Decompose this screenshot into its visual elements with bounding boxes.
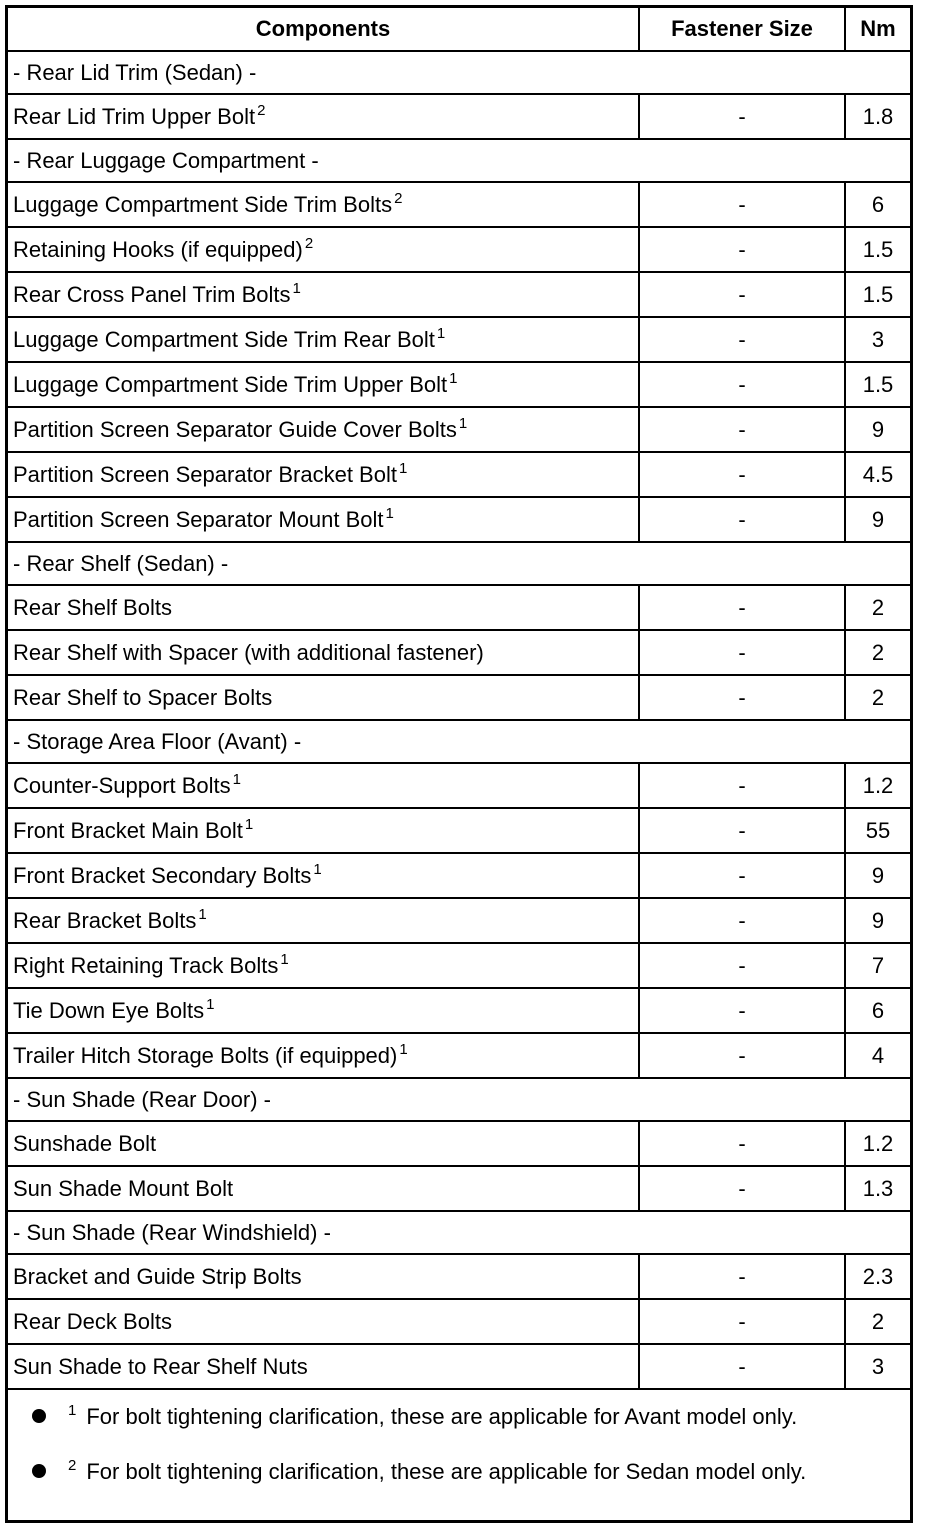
section-header-row [8, 720, 910, 763]
table-row [8, 317, 910, 362]
component-name: Rear Lid Trim Upper Bolt [13, 103, 256, 129]
footnote-ref: 1 [313, 860, 322, 878]
table-row [8, 272, 910, 317]
table-row [8, 808, 910, 853]
section-title: - Rear Luggage Compartment - [8, 139, 910, 182]
table-row [8, 1033, 910, 1078]
nm-cell: 55 [845, 808, 910, 853]
nm-cell: 2 [845, 630, 910, 675]
component-cell [8, 988, 639, 1033]
footnote-ref: 1 [398, 459, 408, 477]
nm-cell: 2.3 [845, 1254, 910, 1299]
header-components: Components [8, 8, 639, 51]
component-cell [8, 763, 639, 808]
fastener-size-cell: - [639, 407, 845, 452]
table-row [8, 675, 910, 720]
table-row [8, 1121, 910, 1166]
component-name: Luggage Compartment Side Trim Upper Bolt [13, 371, 448, 397]
fastener-size-cell: - [639, 362, 845, 407]
fastener-size-cell: - [639, 988, 845, 1033]
footnote-ref: 1 [206, 995, 215, 1013]
component-cell [8, 1299, 639, 1344]
table-row [8, 1344, 910, 1389]
footnote-ref: 1 [385, 504, 394, 522]
table-row [8, 1299, 910, 1344]
fastener-size-cell: - [639, 497, 845, 542]
footnote-ref: 1 [292, 279, 301, 297]
component-name: Rear Shelf to Spacer Bolts [13, 684, 273, 710]
component-name: Trailer Hitch Storage Bolts (if equipped) [13, 1042, 398, 1068]
nm-cell: 9 [845, 898, 910, 943]
nm-cell: 1.5 [845, 362, 910, 407]
table-row [8, 182, 910, 227]
fastener-size-cell: - [639, 630, 845, 675]
component-cell [8, 630, 639, 675]
section-title: - Rear Shelf (Sedan) - [8, 542, 910, 585]
table-row [8, 988, 910, 1033]
fastener-size-cell: - [639, 808, 845, 853]
component-name: Retaining Hooks (if equipped) [13, 236, 303, 262]
component-cell [8, 585, 639, 630]
footnote-ref: 1 [458, 414, 468, 432]
nm-cell: 3 [845, 317, 910, 362]
table-row [8, 497, 910, 542]
section-header-row [8, 1211, 910, 1254]
fastener-size-cell: - [639, 272, 845, 317]
section-title: - Storage Area Floor (Avant) - [8, 720, 910, 763]
component-cell [8, 808, 639, 853]
component-cell [8, 675, 639, 720]
nm-cell: 7 [845, 943, 910, 988]
fastener-size-cell: - [639, 1033, 845, 1078]
nm-cell: 1.2 [845, 763, 910, 808]
nm-cell: 4 [845, 1033, 910, 1078]
component-name: Tie Down Eye Bolts [13, 997, 205, 1023]
section-title: - Sun Shade (Rear Door) - [8, 1078, 910, 1121]
table-row [8, 630, 910, 675]
nm-cell: 1.8 [845, 94, 910, 139]
section-title: - Rear Lid Trim (Sedan) - [8, 51, 910, 94]
component-name: Luggage Compartment Side Trim Bolts [13, 191, 393, 217]
table-row [8, 763, 910, 808]
fastener-size-cell: - [639, 227, 845, 272]
section-header-row [8, 542, 910, 585]
section-header-row [8, 51, 910, 94]
fastener-size-cell: - [639, 763, 845, 808]
nm-cell: 2 [845, 1299, 910, 1344]
nm-cell: 9 [845, 853, 910, 898]
component-cell [8, 182, 639, 227]
component-name: Partition Screen Separator Guide Cover Bolts [13, 416, 457, 442]
section-header-row [8, 139, 910, 182]
footnote-ref: 1 [280, 950, 289, 968]
component-cell [8, 407, 639, 452]
table-row [8, 362, 910, 407]
component-cell [8, 227, 639, 272]
torque-spec-table [8, 8, 910, 1390]
table-row [8, 407, 910, 452]
component-name: Sun Shade to Rear Shelf Nuts [13, 1353, 308, 1379]
section-header-row [8, 1078, 910, 1121]
component-name: Partition Screen Separator Mount Bolt [13, 506, 384, 532]
nm-cell: 9 [845, 407, 910, 452]
component-name: Counter-Support Bolts [13, 772, 231, 798]
footnote-ref: 1 [399, 1040, 408, 1058]
table-row [8, 1166, 910, 1211]
footnote-ref: 1 [244, 815, 254, 833]
fastener-size-cell: - [639, 94, 845, 139]
component-cell [8, 1344, 639, 1389]
footnote-text: For bolt tightening clarification, these are applicable for Sedan model only. [86, 1459, 807, 1484]
nm-cell: 2 [845, 675, 910, 720]
nm-cell: 9 [845, 497, 910, 542]
component-cell [8, 497, 639, 542]
table-row [8, 452, 910, 497]
fastener-size-cell: - [639, 898, 845, 943]
component-name: Sun Shade Mount Bolt [13, 1175, 234, 1201]
fastener-size-cell: - [639, 182, 845, 227]
component-cell [8, 1121, 639, 1166]
component-cell [8, 452, 639, 497]
component-name: Bracket and Guide Strip Bolts [13, 1263, 302, 1289]
fastener-size-cell: - [639, 1254, 845, 1299]
fastener-size-cell: - [639, 1299, 845, 1344]
nm-cell: 3 [845, 1344, 910, 1389]
table-row [8, 1254, 910, 1299]
fastener-size-cell: - [639, 943, 845, 988]
table-row [8, 898, 910, 943]
component-cell [8, 317, 639, 362]
nm-cell: 1.3 [845, 1166, 910, 1211]
component-name: Right Retaining Track Bolts [13, 952, 279, 978]
table-row [8, 585, 910, 630]
table-header-row [8, 8, 910, 51]
table-row [8, 853, 910, 898]
nm-cell: 6 [845, 988, 910, 1033]
footnote-marker: 1 [68, 1402, 77, 1419]
bullet-icon [32, 1464, 46, 1478]
fastener-size-cell: - [639, 675, 845, 720]
component-cell [8, 94, 639, 139]
footnote-ref: 2 [304, 234, 314, 252]
nm-cell: 6 [845, 182, 910, 227]
component-name: Rear Deck Bolts [13, 1308, 172, 1334]
nm-cell: 1.5 [845, 227, 910, 272]
component-name: Luggage Compartment Side Trim Rear Bolt [13, 326, 435, 352]
footnote-ref: 1 [198, 905, 207, 923]
component-cell [8, 1166, 639, 1211]
component-name: Rear Bracket Bolts [13, 907, 197, 933]
fastener-size-cell: - [639, 452, 845, 497]
component-name: Rear Shelf Bolts [13, 594, 172, 620]
footnote-ref: 1 [449, 369, 458, 387]
component-name: Sunshade Bolt [13, 1130, 157, 1156]
fastener-size-cell: - [639, 1344, 845, 1389]
component-cell [8, 1033, 639, 1078]
header-fastener-size: Fastener Size [639, 8, 845, 51]
table-row [8, 227, 910, 272]
component-name: Partition Screen Separator Bracket Bolt [13, 461, 397, 487]
component-cell [8, 362, 639, 407]
component-cell [8, 943, 639, 988]
nm-cell: 1.2 [845, 1121, 910, 1166]
fastener-size-cell: - [639, 1166, 845, 1211]
nm-cell: 4.5 [845, 452, 910, 497]
table-row [8, 94, 910, 139]
footnote-ref: 2 [394, 189, 403, 207]
component-cell [8, 272, 639, 317]
fastener-size-cell: - [639, 317, 845, 362]
component-cell [8, 853, 639, 898]
component-name: Front Bracket Main Bolt [13, 817, 243, 843]
fastener-size-cell: - [639, 853, 845, 898]
table-row [8, 943, 910, 988]
footnote-ref: 1 [232, 770, 242, 788]
footnote-ref: 2 [257, 101, 266, 119]
footnote-text: For bolt tightening clarification, these are applicable for Avant model only. [86, 1404, 798, 1429]
nm-cell: 2 [845, 585, 910, 630]
section-title: - Sun Shade (Rear Windshield) - [8, 1211, 910, 1254]
nm-cell: 1.5 [845, 272, 910, 317]
footnote-1 [32, 1404, 797, 1430]
fastener-size-cell: - [639, 1121, 845, 1166]
header-nm: Nm [845, 8, 910, 51]
component-name: Rear Cross Panel Trim Bolts [13, 281, 291, 307]
bullet-icon [32, 1409, 46, 1423]
component-cell [8, 898, 639, 943]
torque-spec-document [5, 5, 913, 1523]
component-name: Front Bracket Secondary Bolts [13, 862, 312, 888]
footnote-marker: 2 [68, 1457, 77, 1474]
fastener-size-cell: - [639, 585, 845, 630]
footnote-ref: 1 [436, 324, 446, 342]
component-name: Rear Shelf with Spacer (with additional fastener) [13, 639, 484, 665]
component-cell [8, 1254, 639, 1299]
footnote-2 [32, 1459, 806, 1485]
